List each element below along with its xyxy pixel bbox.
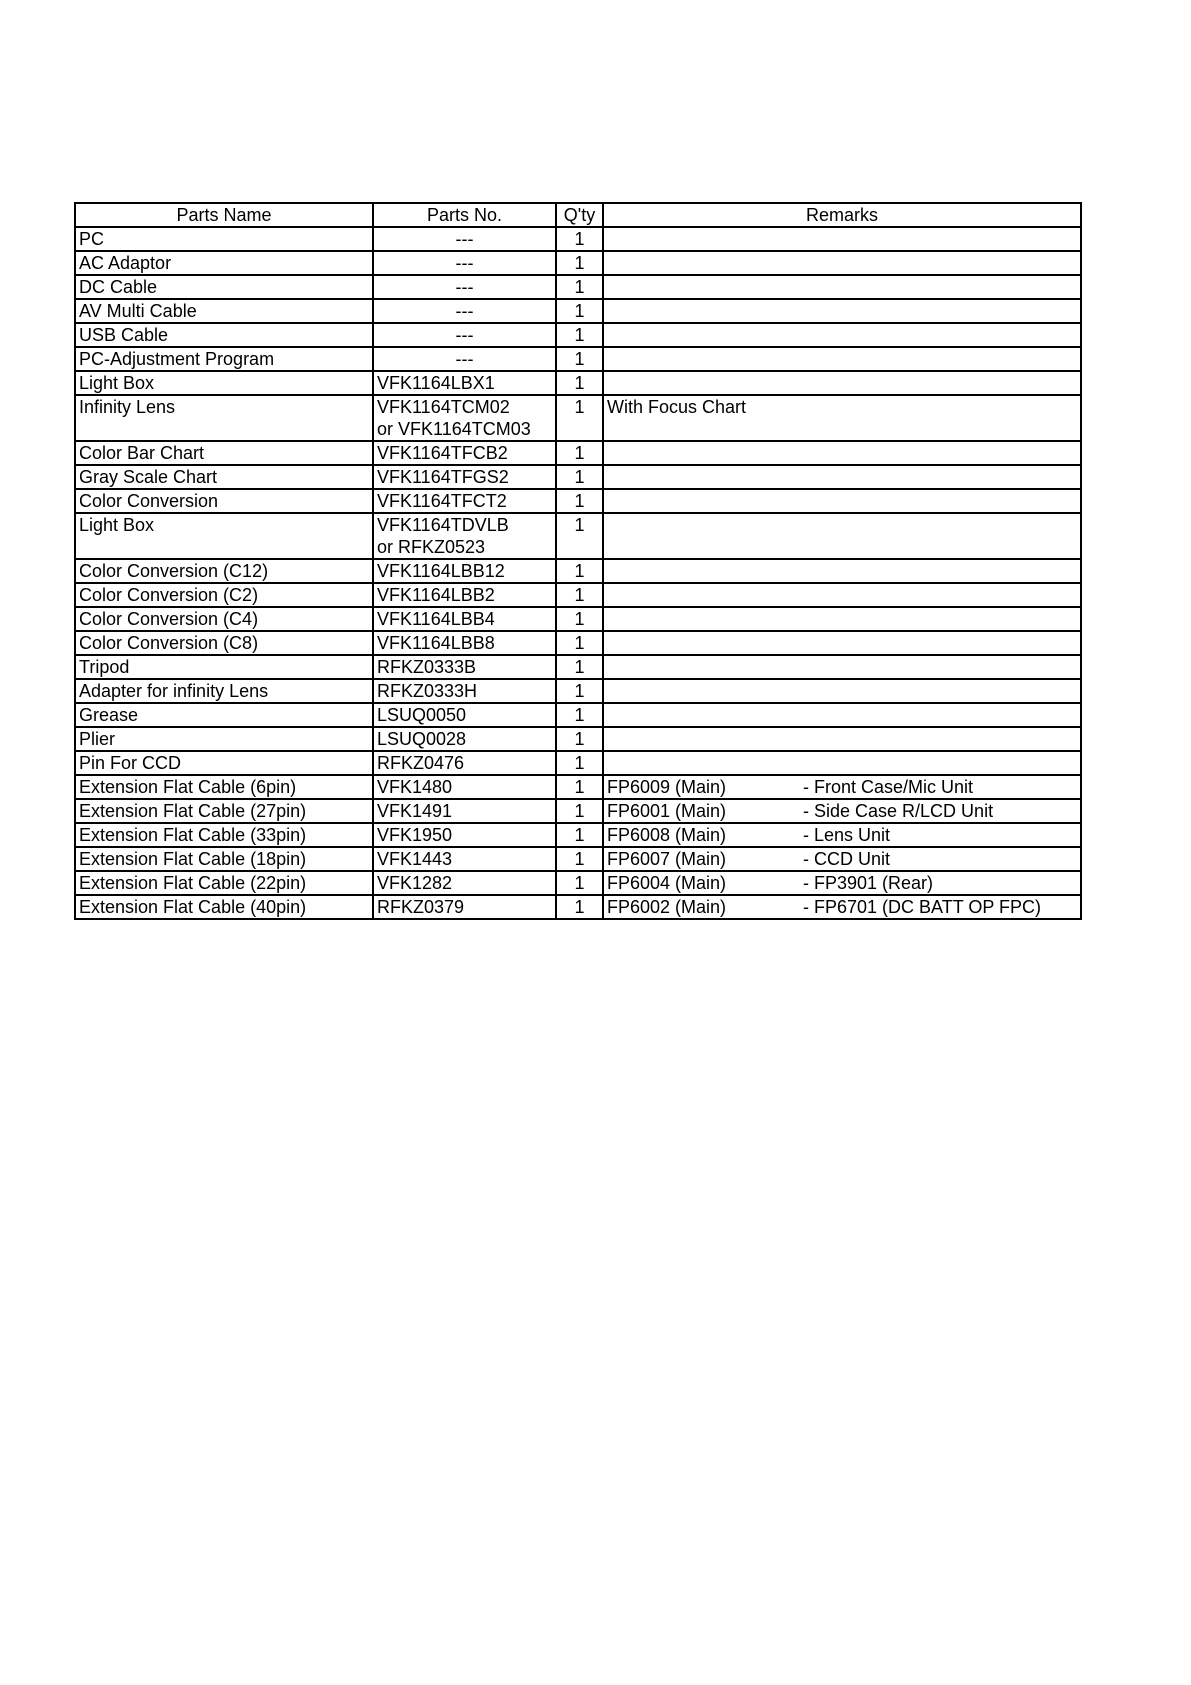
cell-remarks bbox=[603, 441, 1081, 465]
cell-parts-name: Extension Flat Cable (40pin) bbox=[75, 895, 373, 919]
parts-no-line: VFK1164LBB2 bbox=[377, 585, 495, 605]
parts-no-line: VFK1164LBX1 bbox=[377, 373, 495, 393]
cell-remarks bbox=[603, 775, 1081, 799]
cell-parts-no bbox=[373, 871, 556, 895]
cell-parts-no bbox=[373, 703, 556, 727]
table-row bbox=[75, 823, 1081, 847]
cell-parts-no bbox=[373, 799, 556, 823]
cell-parts-name: PC bbox=[75, 227, 373, 251]
cell-parts-name: Extension Flat Cable (33pin) bbox=[75, 823, 373, 847]
cell-remarks bbox=[603, 347, 1081, 371]
table-header-row bbox=[75, 203, 1081, 227]
parts-no-line: VFK1480 bbox=[377, 777, 453, 797]
remark-target: - CCD Unit bbox=[803, 849, 891, 869]
remark-target: - FP6701 (DC BATT OP FPC) bbox=[803, 897, 1042, 917]
cell-qty: 1 bbox=[556, 655, 603, 679]
remark-target: - Side Case R/LCD Unit bbox=[803, 801, 994, 821]
cell-parts-name: Color Conversion bbox=[75, 489, 373, 513]
cell-parts-no bbox=[373, 513, 556, 559]
cell-parts-no bbox=[373, 847, 556, 871]
cell-remarks bbox=[603, 489, 1081, 513]
table-row bbox=[75, 323, 1081, 347]
parts-no-line: or VFK1164TCM03 bbox=[377, 419, 531, 439]
cell-parts-name: AC Adaptor bbox=[75, 251, 373, 275]
cell-parts-name: Infinity Lens bbox=[75, 395, 373, 441]
cell-parts-name: Extension Flat Cable (18pin) bbox=[75, 847, 373, 871]
cell-remarks bbox=[603, 559, 1081, 583]
cell-parts-name: Extension Flat Cable (22pin) bbox=[75, 871, 373, 895]
table-row bbox=[75, 465, 1081, 489]
cell-parts-name: Extension Flat Cable (6pin) bbox=[75, 775, 373, 799]
cell-remarks bbox=[603, 655, 1081, 679]
cell-qty: 1 bbox=[556, 799, 603, 823]
cell-remarks bbox=[603, 323, 1081, 347]
table-row bbox=[75, 299, 1081, 323]
parts-no-line: VFK1164TCM02 bbox=[377, 397, 510, 417]
cell-remarks bbox=[603, 871, 1081, 895]
parts-no-line: RFKZ0333B bbox=[377, 657, 477, 677]
table-row bbox=[75, 583, 1081, 607]
parts-no-line: VFK1164TFCB2 bbox=[377, 443, 508, 463]
table-row bbox=[75, 275, 1081, 299]
table-row bbox=[75, 895, 1081, 919]
parts-no-line: VFK1164LBB8 bbox=[377, 633, 495, 653]
cell-remarks bbox=[603, 895, 1081, 919]
cell-qty: 1 bbox=[556, 251, 603, 275]
table-row bbox=[75, 441, 1081, 465]
cell-parts-name: Grease bbox=[75, 703, 373, 727]
cell-parts-name: Plier bbox=[75, 727, 373, 751]
cell-qty: 1 bbox=[556, 895, 603, 919]
cell-parts-no bbox=[373, 679, 556, 703]
remark-target: - FP3901 (Rear) bbox=[803, 873, 934, 893]
remark-connector: FP6009 (Main) bbox=[607, 777, 727, 797]
remark-connector: FP6004 (Main) bbox=[607, 873, 727, 893]
cell-qty: 1 bbox=[556, 371, 603, 395]
cell-parts-name: DC Cable bbox=[75, 275, 373, 299]
cell-qty: 1 bbox=[556, 441, 603, 465]
parts-no-line: VFK1443 bbox=[377, 849, 453, 869]
cell-qty: 1 bbox=[556, 871, 603, 895]
remark-connector: FP6008 (Main) bbox=[607, 825, 727, 845]
cell-parts-name: Pin For CCD bbox=[75, 751, 373, 775]
cell-parts-no bbox=[373, 751, 556, 775]
cell-remarks bbox=[603, 299, 1081, 323]
table-row bbox=[75, 871, 1081, 895]
remark-target: - Lens Unit bbox=[803, 825, 891, 845]
cell-qty: 1 bbox=[556, 323, 603, 347]
header-parts-no: Parts No. bbox=[373, 203, 556, 227]
parts-no-line: or RFKZ0523 bbox=[377, 537, 486, 557]
cell-qty: 1 bbox=[556, 823, 603, 847]
parts-no-line: RFKZ0333H bbox=[377, 681, 478, 701]
parts-no-line: VFK1164TFCT2 bbox=[377, 491, 507, 511]
parts-no-line: --- bbox=[455, 253, 474, 273]
header-remarks: Remarks bbox=[603, 203, 1081, 227]
cell-parts-no bbox=[373, 895, 556, 919]
parts-no-line: --- bbox=[455, 301, 474, 321]
table-row bbox=[75, 251, 1081, 275]
cell-parts-no bbox=[373, 395, 556, 441]
cell-parts-no bbox=[373, 489, 556, 513]
table-row bbox=[75, 395, 1081, 441]
cell-parts-no bbox=[373, 299, 556, 323]
cell-parts-name: Gray Scale Chart bbox=[75, 465, 373, 489]
parts-no-line: VFK1164LBB4 bbox=[377, 609, 495, 629]
cell-qty: 1 bbox=[556, 489, 603, 513]
cell-remarks bbox=[603, 513, 1081, 559]
table-body bbox=[75, 227, 1081, 919]
cell-parts-no bbox=[373, 631, 556, 655]
cell-qty: 1 bbox=[556, 703, 603, 727]
parts-no-line: VFK1164TDVLB bbox=[377, 515, 509, 535]
cell-parts-name: Light Box bbox=[75, 371, 373, 395]
table-row bbox=[75, 727, 1081, 751]
cell-remarks bbox=[603, 371, 1081, 395]
parts-no-line: VFK1282 bbox=[377, 873, 453, 893]
remark-target: - Front Case/Mic Unit bbox=[803, 777, 974, 797]
parts-no-line: VFK1950 bbox=[377, 825, 453, 845]
cell-remarks bbox=[603, 465, 1081, 489]
table-row bbox=[75, 679, 1081, 703]
table-row bbox=[75, 847, 1081, 871]
parts-no-line: RFKZ0379 bbox=[377, 897, 465, 917]
parts-no-line: --- bbox=[455, 229, 474, 249]
cell-remarks bbox=[603, 823, 1081, 847]
cell-parts-no bbox=[373, 583, 556, 607]
cell-parts-name: Color Conversion (C2) bbox=[75, 583, 373, 607]
cell-qty: 1 bbox=[556, 583, 603, 607]
cell-remarks bbox=[603, 275, 1081, 299]
cell-qty: 1 bbox=[556, 727, 603, 751]
cell-remarks bbox=[603, 679, 1081, 703]
table-row bbox=[75, 655, 1081, 679]
parts-no-line: VFK1491 bbox=[377, 801, 453, 821]
cell-remarks bbox=[603, 607, 1081, 631]
cell-parts-no bbox=[373, 655, 556, 679]
parts-table bbox=[74, 202, 1082, 920]
parts-no-line: VFK1164TFGS2 bbox=[377, 467, 509, 487]
cell-qty: 1 bbox=[556, 559, 603, 583]
cell-parts-no bbox=[373, 323, 556, 347]
cell-qty: 1 bbox=[556, 347, 603, 371]
cell-parts-name: Color Conversion (C12) bbox=[75, 559, 373, 583]
cell-parts-name: Color Conversion (C4) bbox=[75, 607, 373, 631]
cell-qty: 1 bbox=[556, 227, 603, 251]
header-qty: Q'ty bbox=[556, 203, 603, 227]
parts-no-line: RFKZ0476 bbox=[377, 753, 465, 773]
table-row bbox=[75, 703, 1081, 727]
cell-qty: 1 bbox=[556, 607, 603, 631]
cell-remarks bbox=[603, 227, 1081, 251]
cell-parts-no bbox=[373, 371, 556, 395]
remark-connector: With Focus Chart bbox=[607, 397, 747, 417]
cell-qty: 1 bbox=[556, 775, 603, 799]
cell-qty: 1 bbox=[556, 299, 603, 323]
table-row bbox=[75, 799, 1081, 823]
cell-parts-no bbox=[373, 227, 556, 251]
remark-connector: FP6001 (Main) bbox=[607, 801, 727, 821]
cell-qty: 1 bbox=[556, 465, 603, 489]
table-row bbox=[75, 631, 1081, 655]
cell-qty: 1 bbox=[556, 275, 603, 299]
table-row bbox=[75, 347, 1081, 371]
cell-parts-no bbox=[373, 727, 556, 751]
cell-parts-no bbox=[373, 607, 556, 631]
table-row bbox=[75, 371, 1081, 395]
parts-no-line: LSUQ0028 bbox=[377, 729, 467, 749]
table-row bbox=[75, 513, 1081, 559]
cell-parts-no bbox=[373, 823, 556, 847]
cell-parts-no bbox=[373, 775, 556, 799]
cell-qty: 1 bbox=[556, 679, 603, 703]
table-row bbox=[75, 227, 1081, 251]
cell-parts-name: Tripod bbox=[75, 655, 373, 679]
cell-qty: 1 bbox=[556, 395, 603, 441]
cell-parts-name: Light Box bbox=[75, 513, 373, 559]
cell-parts-name: PC-Adjustment Program bbox=[75, 347, 373, 371]
parts-no-line: --- bbox=[455, 325, 474, 345]
cell-remarks bbox=[603, 703, 1081, 727]
cell-parts-no bbox=[373, 559, 556, 583]
header-parts-name: Parts Name bbox=[75, 203, 373, 227]
cell-qty: 1 bbox=[556, 631, 603, 655]
cell-remarks bbox=[603, 583, 1081, 607]
table-row bbox=[75, 775, 1081, 799]
cell-remarks bbox=[603, 799, 1081, 823]
remark-connector: FP6007 (Main) bbox=[607, 849, 727, 869]
cell-parts-name: Color Conversion (C8) bbox=[75, 631, 373, 655]
cell-remarks bbox=[603, 727, 1081, 751]
cell-qty: 1 bbox=[556, 847, 603, 871]
cell-parts-no bbox=[373, 441, 556, 465]
cell-parts-no bbox=[373, 465, 556, 489]
parts-no-line: LSUQ0050 bbox=[377, 705, 467, 725]
parts-no-line: --- bbox=[455, 277, 474, 297]
cell-parts-name: Color Bar Chart bbox=[75, 441, 373, 465]
table-row bbox=[75, 751, 1081, 775]
cell-remarks bbox=[603, 251, 1081, 275]
cell-parts-name: AV Multi Cable bbox=[75, 299, 373, 323]
cell-parts-name: Extension Flat Cable (27pin) bbox=[75, 799, 373, 823]
cell-parts-no bbox=[373, 251, 556, 275]
cell-remarks bbox=[603, 847, 1081, 871]
parts-no-line: VFK1164LBB12 bbox=[377, 561, 505, 581]
cell-qty: 1 bbox=[556, 513, 603, 559]
table-row bbox=[75, 489, 1081, 513]
parts-no-line: --- bbox=[455, 349, 474, 369]
remark-connector: FP6002 (Main) bbox=[607, 897, 727, 917]
table-row bbox=[75, 607, 1081, 631]
cell-parts-no bbox=[373, 347, 556, 371]
cell-parts-no bbox=[373, 275, 556, 299]
table-row bbox=[75, 559, 1081, 583]
cell-parts-name: Adapter for infinity Lens bbox=[75, 679, 373, 703]
cell-parts-name: USB Cable bbox=[75, 323, 373, 347]
cell-remarks bbox=[603, 751, 1081, 775]
cell-remarks bbox=[603, 395, 1081, 441]
cell-remarks bbox=[603, 631, 1081, 655]
cell-qty: 1 bbox=[556, 751, 603, 775]
